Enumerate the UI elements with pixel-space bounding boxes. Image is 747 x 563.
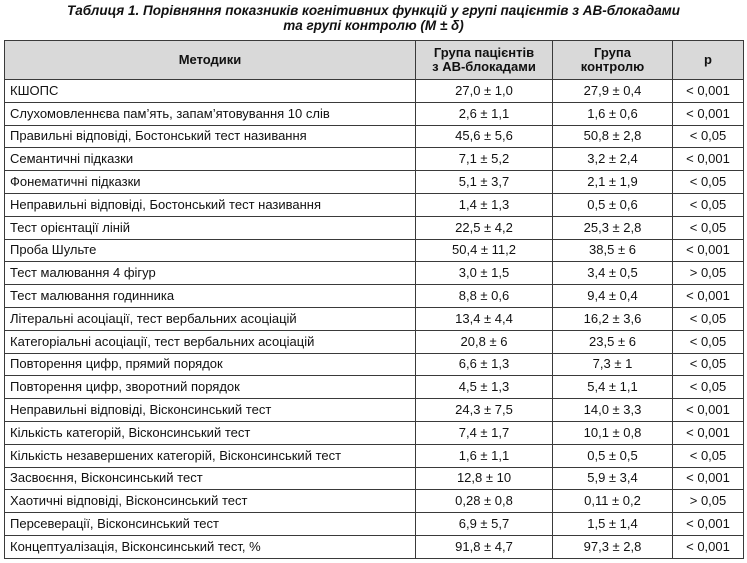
table-body: [5, 80, 744, 559]
cell-method: Кількість категорій, Вісконсинський тест: [5, 421, 416, 444]
cell-p-value: > 0,05: [673, 262, 744, 285]
table-row: [5, 535, 744, 558]
cell-p-value: < 0,05: [673, 444, 744, 467]
cell-method: Неправильні відповіді, Вісконсинський тест: [5, 399, 416, 422]
cell-method: Повторення цифр, зворотний порядок: [5, 376, 416, 399]
cell-method: Засвоєння, Вісконсинський тест: [5, 467, 416, 490]
cell-control: 27,9 ± 0,4: [553, 80, 673, 103]
table-row: [5, 513, 744, 536]
table-row: [5, 216, 744, 239]
cell-patients: 45,6 ± 5,6: [416, 125, 553, 148]
cell-p-value: > 0,05: [673, 490, 744, 513]
cell-p-value: < 0,001: [673, 80, 744, 103]
cell-control: 0,11 ± 0,2: [553, 490, 673, 513]
table-row: [5, 102, 744, 125]
cell-patients: 2,6 ± 1,1: [416, 102, 553, 125]
table-header: [5, 41, 744, 80]
cell-method: Хаотичні відповіді, Вісконсинський тест: [5, 490, 416, 513]
header-method: Методики: [5, 41, 416, 80]
cell-p-value: < 0,001: [673, 535, 744, 558]
cell-p-value: < 0,05: [673, 125, 744, 148]
header-group-patients: [416, 41, 553, 80]
cell-method: Фонематичні підказки: [5, 171, 416, 194]
cell-method: Семантичні підказки: [5, 148, 416, 171]
cell-control: 16,2 ± 3,6: [553, 307, 673, 330]
cell-control: 0,5 ± 0,5: [553, 444, 673, 467]
header-group-patients-line2: з АВ-блокадами: [432, 59, 536, 74]
cell-patients: 5,1 ± 3,7: [416, 171, 553, 194]
cell-patients: 12,8 ± 10: [416, 467, 553, 490]
cell-patients: 24,3 ± 7,5: [416, 399, 553, 422]
cell-method: Неправильні відповіді, Бостонський тест називання: [5, 193, 416, 216]
cell-patients: 7,1 ± 5,2: [416, 148, 553, 171]
cell-patients: 20,8 ± 6: [416, 330, 553, 353]
cell-method: Персеверації, Вісконсинський тест: [5, 513, 416, 536]
header-p: p: [673, 41, 744, 80]
cell-control: 38,5 ± 6: [553, 239, 673, 262]
cell-control: 23,5 ± 6: [553, 330, 673, 353]
cell-control: 97,3 ± 2,8: [553, 535, 673, 558]
cell-patients: 13,4 ± 4,4: [416, 307, 553, 330]
header-group-control: [553, 41, 673, 80]
cell-patients: 22,5 ± 4,2: [416, 216, 553, 239]
cell-control: 3,2 ± 2,4: [553, 148, 673, 171]
cell-control: 9,4 ± 0,4: [553, 285, 673, 308]
cell-p-value: < 0,05: [673, 330, 744, 353]
cell-method: Категоріальні асоціації, тест вербальних асоціацій: [5, 330, 416, 353]
table-row: [5, 467, 744, 490]
cell-p-value: < 0,001: [673, 467, 744, 490]
cell-p-value: < 0,05: [673, 376, 744, 399]
cell-control: 50,8 ± 2,8: [553, 125, 673, 148]
header-row: [5, 41, 744, 80]
cell-method: Повторення цифр, прямий порядок: [5, 353, 416, 376]
cell-patients: 1,6 ± 1,1: [416, 444, 553, 467]
table-row: [5, 171, 744, 194]
caption-line-1: Таблиця 1. Порівняння показників когнітивних функцій у групі пацієнтів з АВ-блокадами: [66, 3, 680, 18]
cell-patients: 27,0 ± 1,0: [416, 80, 553, 103]
cell-control: 25,3 ± 2,8: [553, 216, 673, 239]
comparison-table: [4, 40, 744, 559]
cell-control: 7,3 ± 1: [553, 353, 673, 376]
cell-method: Правильні відповіді, Бостонський тест називання: [5, 125, 416, 148]
header-group-control-line1: Група: [594, 45, 631, 60]
cell-p-value: < 0,001: [673, 239, 744, 262]
table-row: [5, 444, 744, 467]
cell-control: 14,0 ± 3,3: [553, 399, 673, 422]
cell-patients: 8,8 ± 0,6: [416, 285, 553, 308]
cell-p-value: < 0,05: [673, 353, 744, 376]
header-group-control-line2: контролю: [580, 59, 645, 74]
cell-patients: 6,6 ± 1,3: [416, 353, 553, 376]
cell-p-value: < 0,001: [673, 102, 744, 125]
caption-line-2: та групі контролю (M ± δ): [283, 18, 464, 33]
table-row: [5, 148, 744, 171]
table-row: [5, 353, 744, 376]
cell-patients: 4,5 ± 1,3: [416, 376, 553, 399]
cell-patients: 1,4 ± 1,3: [416, 193, 553, 216]
cell-patients: 3,0 ± 1,5: [416, 262, 553, 285]
table-caption: [0, 0, 747, 34]
table-row: [5, 376, 744, 399]
table-row: [5, 421, 744, 444]
cell-control: 10,1 ± 0,8: [553, 421, 673, 444]
table-row: [5, 490, 744, 513]
cell-p-value: < 0,05: [673, 216, 744, 239]
cell-method: Концептуалізація, Вісконсинський тест, %: [5, 535, 416, 558]
cell-method: Тест малювання 4 фігур: [5, 262, 416, 285]
cell-p-value: < 0,05: [673, 193, 744, 216]
table-row: [5, 80, 744, 103]
cell-p-value: < 0,001: [673, 513, 744, 536]
cell-method: КШОПС: [5, 80, 416, 103]
table-row: [5, 330, 744, 353]
cell-method: Кількість незавершених категорій, Вісконсинський тест: [5, 444, 416, 467]
cell-p-value: < 0,001: [673, 285, 744, 308]
cell-control: 1,6 ± 0,6: [553, 102, 673, 125]
table-row: [5, 239, 744, 262]
cell-method: Тест орієнтації ліній: [5, 216, 416, 239]
table-row: [5, 285, 744, 308]
cell-p-value: < 0,001: [673, 421, 744, 444]
table-row: [5, 262, 744, 285]
cell-patients: 91,8 ± 4,7: [416, 535, 553, 558]
cell-method: Літеральні асоціації, тест вербальних асоціацій: [5, 307, 416, 330]
cell-patients: 50,4 ± 11,2: [416, 239, 553, 262]
cell-control: 5,4 ± 1,1: [553, 376, 673, 399]
cell-control: 1,5 ± 1,4: [553, 513, 673, 536]
cell-p-value: < 0,001: [673, 399, 744, 422]
cell-patients: 0,28 ± 0,8: [416, 490, 553, 513]
cell-method: Слухомовленнєва пам’ять, запам’ятовування 10 слів: [5, 102, 416, 125]
cell-method: Проба Шульте: [5, 239, 416, 262]
cell-patients: 7,4 ± 1,7: [416, 421, 553, 444]
table-row: [5, 399, 744, 422]
cell-control: 5,9 ± 3,4: [553, 467, 673, 490]
cell-p-value: < 0,05: [673, 307, 744, 330]
cell-control: 0,5 ± 0,6: [553, 193, 673, 216]
table-row: [5, 193, 744, 216]
cell-p-value: < 0,001: [673, 148, 744, 171]
header-group-patients-line1: Група пацієнтів: [433, 45, 535, 60]
cell-control: 2,1 ± 1,9: [553, 171, 673, 194]
cell-p-value: < 0,05: [673, 171, 744, 194]
cell-patients: 6,9 ± 5,7: [416, 513, 553, 536]
table-row: [5, 307, 744, 330]
cell-control: 3,4 ± 0,5: [553, 262, 673, 285]
cell-method: Тест малювання годинника: [5, 285, 416, 308]
table-row: [5, 125, 744, 148]
